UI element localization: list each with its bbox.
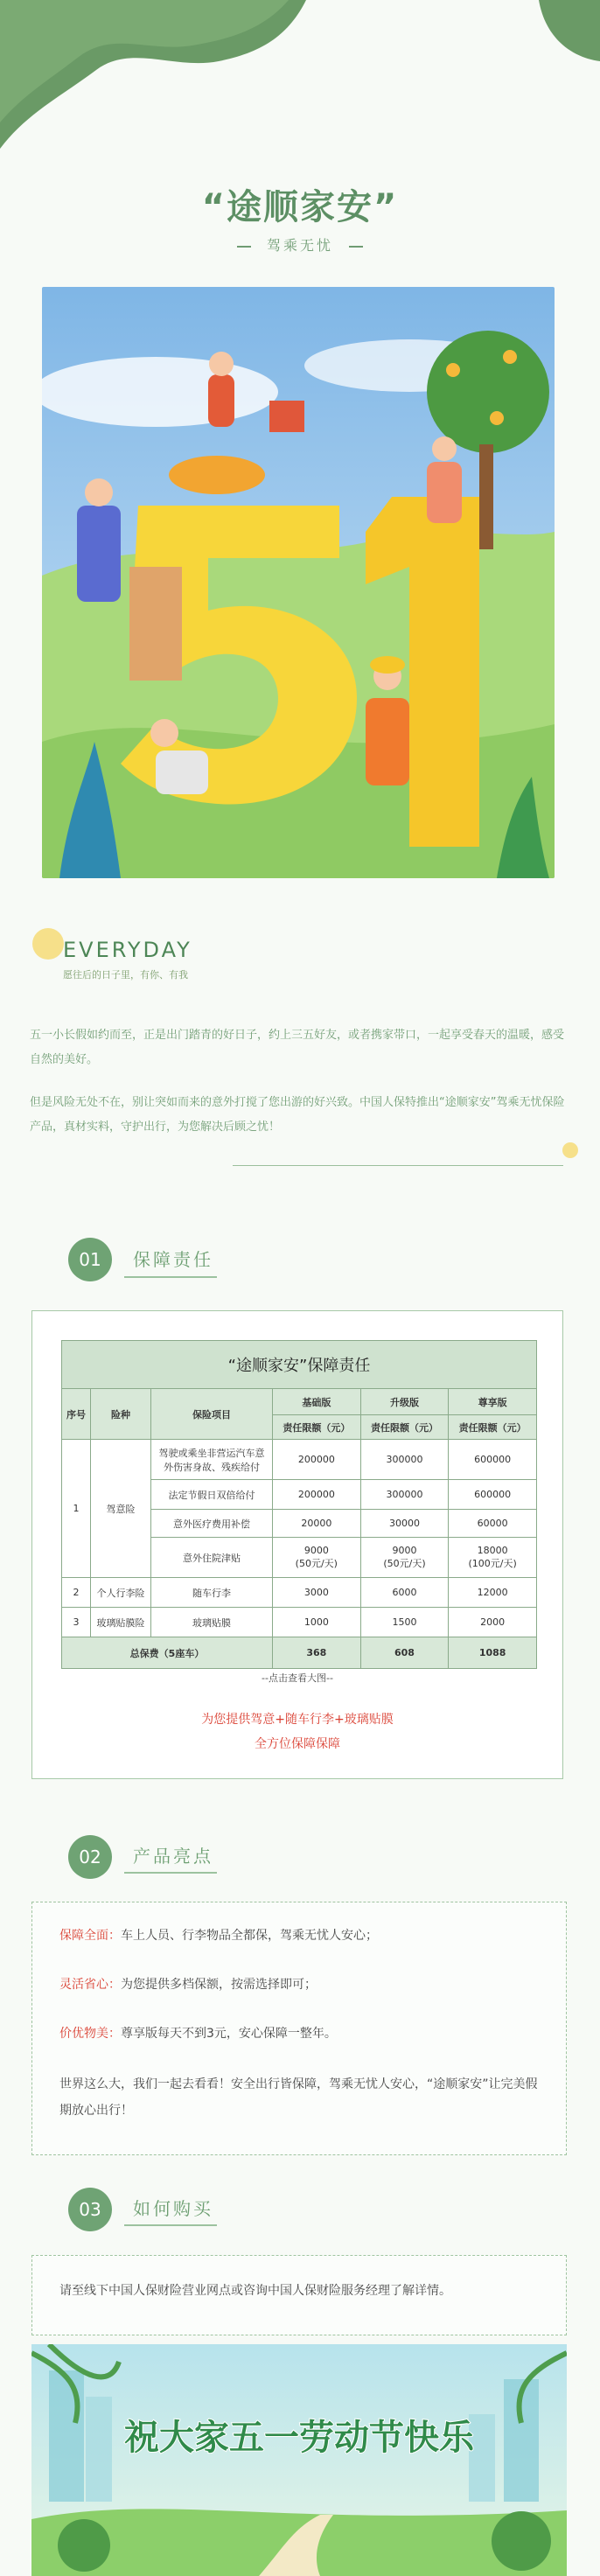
section-underline xyxy=(124,1872,217,1874)
table-cell: 3000 xyxy=(273,1578,361,1608)
table-cell: 3 xyxy=(62,1608,91,1637)
table-cell: 300000 xyxy=(360,1440,449,1480)
table-cell: 驾驶或乘坐非营运汽车意外伤害身故、残疾给付 xyxy=(151,1440,273,1480)
table-cell: 30000 xyxy=(360,1510,449,1538)
section-underline xyxy=(124,1276,217,1278)
table-cell: 600000 xyxy=(449,1440,537,1480)
table-cell: 驾意险 xyxy=(91,1440,151,1578)
table-title: “途顺家安”保障责任 xyxy=(62,1341,537,1389)
view-large-image-link[interactable]: --点击查看大图-- xyxy=(262,1672,333,1684)
table-cell: 1000 xyxy=(273,1608,361,1637)
table-cell: 9000 (50元/天) xyxy=(360,1538,449,1578)
section-title: 保障责任 xyxy=(133,1249,213,1270)
highlight-item xyxy=(59,2024,337,2042)
table-cell: 12000 xyxy=(449,1578,537,1608)
highlight-text: 为您提供多档保额，按需选择即可； xyxy=(121,1978,317,1992)
everyday-subtitle: 愿往后的日子里，有你、有我 xyxy=(63,969,188,981)
section-number-badge: 02 xyxy=(68,1835,112,1879)
header-wave-decoration xyxy=(0,0,306,149)
table-cell: 意外医疗费用补偿 xyxy=(151,1510,273,1538)
table-total: 1088 xyxy=(449,1637,537,1669)
table-header: 责任限额（元） xyxy=(449,1415,537,1440)
table-header: 基础版 xyxy=(273,1389,361,1415)
purchase-text: 请至线下中国人保财险营业网点或咨询中国人保财险服务经理了解详情。 xyxy=(59,2284,451,2298)
table-cell: 60000 xyxy=(449,1510,537,1538)
section-number-badge: 01 xyxy=(68,1238,112,1281)
page-subtitle xyxy=(0,234,600,255)
section-number-badge: 03 xyxy=(68,2188,112,2231)
holiday-banner xyxy=(31,2344,567,2576)
promo-text: 全方位保障保障 xyxy=(255,1737,340,1751)
table-cell: 20000 xyxy=(273,1510,361,1538)
decorative-dot xyxy=(562,1142,578,1158)
table-cell: 1 xyxy=(62,1440,91,1578)
table-header: 责任限额（元） xyxy=(273,1415,361,1440)
highlight-text: 尊享版每天不到3元，安心保障一整年。 xyxy=(121,2027,337,2041)
table-cell: 2 xyxy=(62,1578,91,1608)
subtitle-text: 驾乘无忧 xyxy=(266,237,333,254)
highlight-item xyxy=(59,1926,378,1944)
table-cell: 200000 xyxy=(273,1480,361,1510)
decorative-dot xyxy=(32,928,64,960)
highlight-key: 保障全面： xyxy=(59,1929,121,1943)
table-header: 序号 xyxy=(62,1389,91,1440)
intro-paragraph: 但是风险无处不在，别让突如而来的意外打搅了您出游的好兴致。中国人保特推出“途顺家安”驾乘无忧保险产品，真材实料，守护出行，为您解决后顾之忧！ xyxy=(30,1096,565,1134)
page-title: “途顺家安” xyxy=(201,187,399,227)
table-cell: 300000 xyxy=(360,1480,449,1510)
table-header: 保险项目 xyxy=(151,1389,273,1440)
intro-paragraph: 五一小长假如约而至，正是出门踏青的好日子，约上三五好友，或者携家带口，一起享受春天的温暖，感受自然的美好。 xyxy=(30,1029,565,1066)
table-cell: 2000 xyxy=(449,1608,537,1637)
highlights-closing: 世界这么大，我们一起去看看！安全出行皆保障，驾乘无忧人安心，“途顺家安”让完美假期放心出行！ xyxy=(59,2077,538,2118)
table-cell: 9000 (50元/天) xyxy=(273,1538,361,1578)
highlight-key: 价优物美： xyxy=(59,2027,121,2041)
hero-illustration xyxy=(42,287,555,878)
divider-line xyxy=(233,1165,563,1166)
table-header: 尊享版 xyxy=(449,1389,537,1415)
section-title: 如何购买 xyxy=(133,2198,213,2219)
everyday-title: EVERYDAY xyxy=(63,938,192,962)
section-underline xyxy=(124,2224,217,2226)
table-cell: 个人行李险 xyxy=(91,1578,151,1608)
table-cell: 200000 xyxy=(273,1440,361,1480)
table-cell: 玻璃贴膜险 xyxy=(91,1608,151,1637)
table-total: 608 xyxy=(360,1637,449,1669)
promo-text: 为您提供驾意+随车行李+玻璃贴膜 xyxy=(201,1713,394,1727)
table-cell: 玻璃贴膜 xyxy=(151,1608,273,1637)
table-total: 368 xyxy=(273,1637,361,1669)
table-header: 责任限额（元） xyxy=(360,1415,449,1440)
table-total-label: 总保费（5座车） xyxy=(62,1637,273,1669)
subtitle-dash-right xyxy=(349,246,363,248)
highlight-item xyxy=(59,1975,317,1993)
banner-text: 祝大家五一劳动节快乐 xyxy=(124,2418,474,2458)
highlight-key: 灵活省心： xyxy=(59,1978,121,1992)
highlight-text: 车上人员、行李物品全都保，驾乘无忧人安心； xyxy=(121,1929,378,1943)
subtitle-dash-left xyxy=(237,246,251,248)
coverage-table[interactable] xyxy=(61,1340,537,1669)
section-title: 产品亮点 xyxy=(133,1846,213,1867)
table-cell: 法定节假日双倍给付 xyxy=(151,1480,273,1510)
table-cell: 1500 xyxy=(360,1608,449,1637)
table-cell: 意外住院津贴 xyxy=(151,1538,273,1578)
table-cell: 600000 xyxy=(449,1480,537,1510)
table-cell: 6000 xyxy=(360,1578,449,1608)
table-header: 险种 xyxy=(91,1389,151,1440)
table-cell: 18000 (100元/天) xyxy=(449,1538,537,1578)
header-corner-decoration xyxy=(539,0,600,61)
table-cell: 随车行李 xyxy=(151,1578,273,1608)
table-header: 升级版 xyxy=(360,1389,449,1415)
